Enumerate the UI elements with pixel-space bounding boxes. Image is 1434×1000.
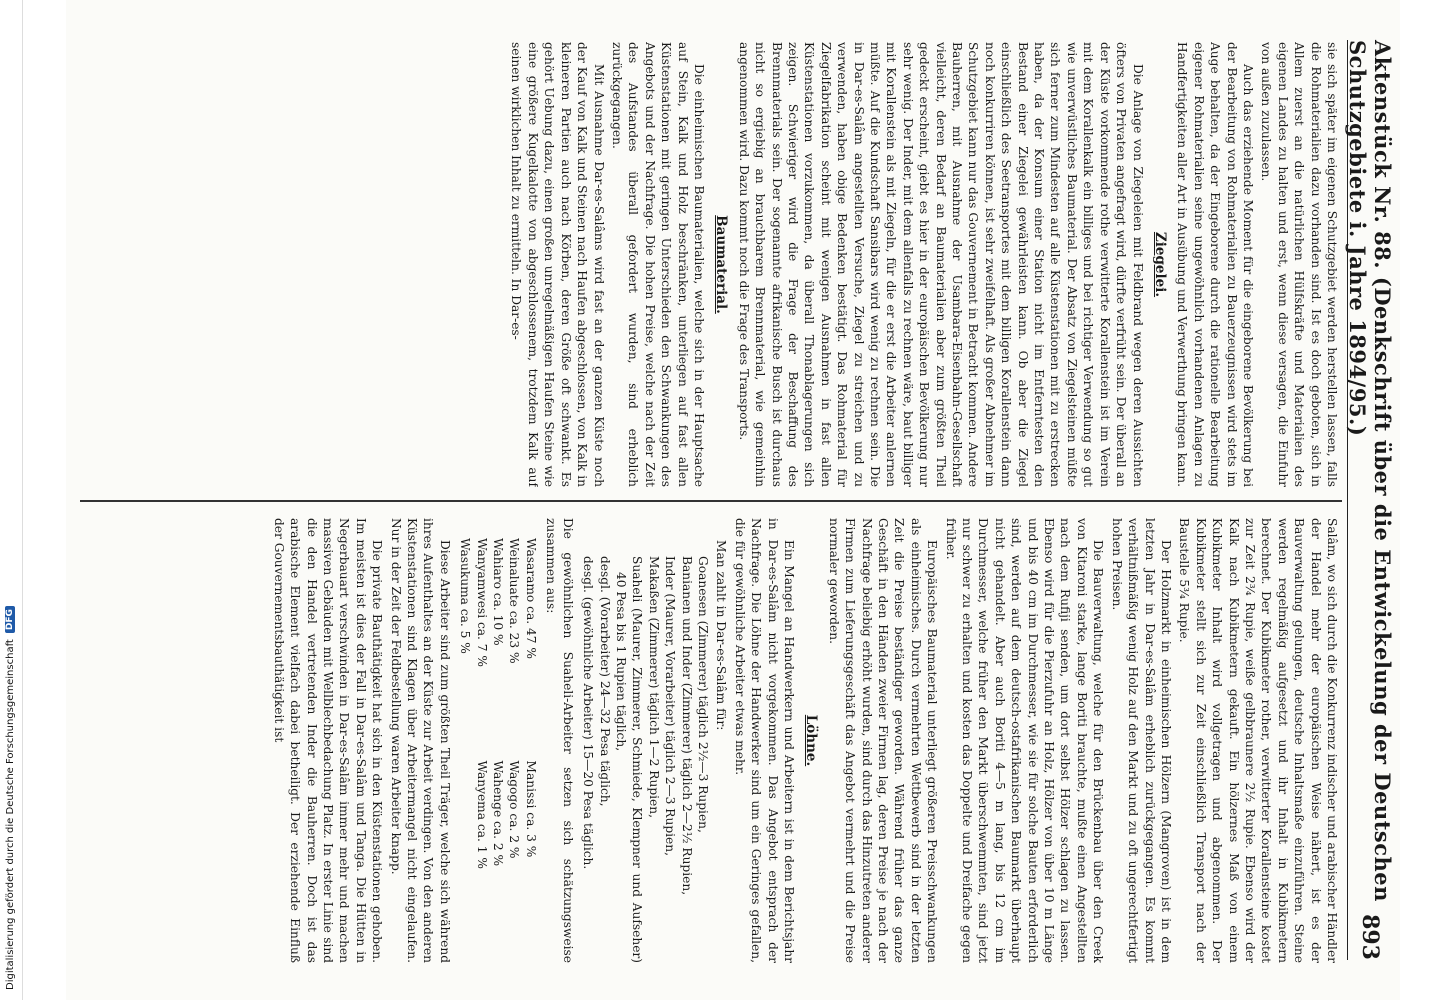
paragraph: Auch das erziehende Moment für die eingeborene Bevölkerung bei der Bearbeitung von Rohmaterialien zu Bauerzeugnissen wird stets im Auge behalten, da der Eingeborene durch die rationelle Bearbeitung eigener Rohmaterialien seine ungewöhnlich vorhandenen Anlagen zu Handfertigkeiten aller Art in Ausübung und Verwerthung bringen kann. (1175, 42, 1255, 487)
percentage-item: Wahiaro ca. 10 % (491, 538, 506, 646)
percentage-item: Wagogo ca. 2 % (507, 760, 522, 859)
page-title: Aktenstück Nr. 88. (Denkschrift über die Entwickelung der Deutschen Schutzgebiete i. Jahre 1894/95.) (1345, 40, 1395, 902)
wage-item: Goanesen (Zimmerer) täglich 2½—3 Rupien, (695, 556, 710, 833)
wage-list (580, 518, 711, 963)
paragraph: Ein Mangel an Handwerkern und Arbeitern ist in dem Berichtsjahr in Dar-es-Salâm nicht vorgekommen. Das Angebot entsprach der Nachfrage. Die Löhne der Handwerker sind um ein Geringes gefallen, die für gewöhnliche Arbeiter etwas mehr. (732, 518, 796, 963)
percentage-item: Wasaramo ca. 47 % (523, 538, 538, 659)
paragraph: Die einheimischen Baumaterialien, welche sich in der Hauptsache auf Stein, Kalk und Holz beschränken, unterliegen auf fast allen Küstenstationen mit geringen Unterschieden den Schwankungen des Angebots und der Nachfrage. Die hohen Preise, welche nach der Zeit des Aufstandes überall gefordert wurden, sind erheblich zurückgegangen. (609, 42, 706, 487)
paragraph: Die Anlage von Ziegeleien mit Feldbrand wegen deren Aussichten öfters von Privaten angefragt wird, dürfte verfrüht sein. Der überall an der Küste vorkommende rothe verwitterte Korallenstein ist im Verein mit dem Korallenkalk ein billiges und bei richtiger Verwendung so gut wie unverwüstliches Baumaterial. Der Absatz von Ziegelsteinen müßte sich ferner zum Mindesten auf alle Küstenstationen mit zu erstrecken haben, da der Konsum einer Station nicht im Entferntesten den Bestand einer Ziegelei gewährleisten kann. Ob aber die Ziegel einschließlich des Seetransportes mit dem billigen Korallenstein dann noch konkurriren können, ist sehr zweifelhaft. Als großer Abnehmer im Schutzgebiet kann nur das Gouvernement in Betracht kommen. Andere Bauherren, mit Ausnahme der Usambara-Eisenbahn-Gesellschaft vielleicht, deren Bedarf an Baumaterialien aber zum größten Theil gedeckt erscheint, giebt es hier in der europäischen Bevölkerung nur sehr wenig. Der Inder, mit dem allenfalls zu rechnen wäre, baut billiger mit Korallenstein als mit Ziegeln, für die er erst die Arbeiter anlernen müßte. Auf die Kundschaft Sansibars wird wenig zu rechnen sein. Die in Dar-es-Salâm angestellten Versuche, Ziegel zu streichen und zu verwenden, haben obige Bedenken bestätigt. Das Rohmaterial für Ziegelfabrikation scheint mit wenigen Ausnahmen in fast allen Küstenstationen vorzukommen, da überall Thonablagerungen sich zeigen. Schwieriger wird die Frage der Beschaffung des Brennmaterials sein. Der sogenannte afrikanische Busch ist durchaus nicht so ergiebig an brauchbarem Brennmaterial, wie gemeinhin angenommen wird. Dazu kommt noch die Frage des Transports. (736, 42, 1145, 487)
wage-item: Makaßen (Zimmerer) täglich 1—2 Rupien, (646, 556, 661, 818)
wage-item: Suaheli (Maurer, Zimmerer, Schmiede, Klempner und Aufseher) 40 Pesa bis 1 Rupien täglich, (613, 556, 645, 963)
percentage-item: Wasukuma ca. 5 % (458, 538, 473, 654)
right-column (78, 518, 1340, 963)
digitization-footer (0, 0, 23, 1000)
paragraph: sie sich später im eigenen Schutzgebiet werden herstellen lassen, falls die Rohmaterialien dazu vorhanden sind. Ist es doch geboten, sich in Allem zuerst an die natürlichen Hülfskräfte und Materialien des eigenen Landes zu halten und erst, wenn diese versagen, die Einfuhr von außen zuzulassen. (1259, 42, 1339, 487)
paragraph: Salâm, wo sich durch die Konkurrenz indischer und arabischer Händler der Handel mehr der europäischen Weise nähert, ist es der Bauverwaltung gelungen, deutsche Inhaltsmaße einzuführen. Steine werden regelmäßig aufgesetzt und ihr Inhalt in Kubikmetern berechnet. Der Kubikmeter rother, verwitterter Korallensteine kostet zur Zeit 2¾ Rupie, weiße gelbbraunere 2½ Rupie. Ebenso wird der Kalk nach Kubikmetern gekauft. Ein hölzernes Maß von einem Kubikmeter Inhalt wird vollgetragen und abgenommen. Der Kubikmeter stellt sich zur Zeit einschließlich Transport nach der Baustelle 5¾ Rupie. (1177, 518, 1339, 963)
page-number: 893 (1357, 914, 1383, 960)
wage-item: Banianen und Inder (Zimmerer) täglich 2—2½ Rupien, (679, 556, 694, 896)
dfg-logo-icon: DFG (5, 606, 15, 633)
funding-note: Digitalisierung gefördert durch die Deutsche Forschungsgemeinschaft (4, 639, 16, 990)
tribe-percentage-list (457, 518, 539, 963)
rotated-page (66, 0, 1400, 1000)
wage-item: Inder (Maurer, Vorarbeiter) täglich 2—3 Rupien, (663, 556, 678, 856)
paragraph: Die Bauverwaltung, welche für den Brückenbau über den Creek von Kitaroni starke, lange Boriti brauchte, mußte einen Angestellten nach dem Rufiji senden, um dort selbst Hölzer schlagen zu lassen. Ebenso wird für die Pierzufuhr an Holz, Hölzer von über 10 m Länge und bis 40 cm im Durchmesser, wie sie für solche Bauten erforderlich sind, werden auf dem deutsch-ostafrikanischen Baumarkt überhaupt nicht gehandelt. Aber auch Boriti 4—5 m lang, bis 12 cm im Durchmesser, welche früher den Markt überschwemmten, sind jetzt nur schwer zu erhalten und kosten das Doppelte und Dreifache gegen früher. (943, 518, 1106, 963)
paragraph: Mit Ausnahme Dar-es-Salâms wird fast an der ganzen Küste noch der Kauf von Kalk und Steinen nach Haufen abgeschlossen, von Kalk in kleineren Partien auch nach Körben, deren Größe oft schwankt. Es gehört Uebung dazu, einen großen unregelmäßigen Haufen Steine wie eine größere Kugelkalotte von abgeschlossenem, trotzdem Kalk auf seinen wirklichen Inhalt zu ermitteln. In Dar-es- (509, 42, 606, 487)
percentage-item: Weinaluate ca. 23 % (507, 538, 522, 664)
percentage-item: Manissi ca. 3 % (523, 760, 538, 858)
paragraph: Die gewöhnlichen Suaheli-Arbeiter setzen sich schätzungsweise zusammen aus: (544, 518, 575, 963)
left-column (78, 42, 1340, 487)
section-heading-ziegelei: Ziegelei. (1151, 231, 1168, 298)
paragraph: Europäisches Baumaterial unterliegt größeren Preisschwankungen als einheimisches. Durch vermehrten Wettbewerb sind in der letzten Zeit die Preise beständiger geworden. Während früher das ganze Geschäft in den Händen zweier Firmen lag, deren Preise je nach der Nachfrage beliebig erhöht wurden, sind durch das Hinzutreten anderer Firmen zum Lieferungsgeschäft das Angebot vermehrt und die Preise normaler geworden. (826, 518, 940, 963)
percentage-item: Wahenge ca. 2 % (491, 760, 506, 867)
column-divider (80, 500, 1342, 502)
section-heading-loehne: Löhne. (803, 714, 820, 767)
wage-item: desgl. (gewöhnliche Arbeiter) 15—20 Pesa täglich. (581, 556, 596, 870)
paragraph: Diese Arbeiter sind zum größten Theil Träger, welche sich während ihres Aufenthaltes an der Küste zur Arbeit verdingen. Von den anderen Küstenstationen sind Klagen über Arbeitermangel nicht eingelaufen. Nur in der Zeit der Feldbestellung waren Arbeiter knapp. (388, 518, 452, 963)
page-header (1345, 40, 1395, 960)
paragraph: Man zahlt in Dar-es-Salâm für: (714, 540, 729, 731)
wage-item: desgl. (Vorarbeiter) 24—32 Pesa täglich, (597, 556, 612, 807)
paragraph: Die private Bauthätigkeit hat sich in den Küstenstationen gehoben. Im meisten ist dies der Fall in Dar-es-Salâm und Tanga. Die Hütten in Negerbauart verschwinden in Dar-es-Salâm immer mehr und machen massiven Gebäuden mit Wellblechbedachung Platz. In erster Linie sind die den Handel vertretenden Inder die Bauherren. Doch ist das arabische Element vielfach dabei betheiligt. Der erziehende Einfluß der Gouvernementsbauthätigkeit ist (271, 518, 385, 963)
percentage-item: Wanyamwesi ca. 7 % (474, 538, 489, 668)
paragraph: Der Holzmarkt in einheimischen Hölzern (Mangroven) ist in dem letzten Jahr in Dar-es-Salâm erheblich zurückgegangen. Es kommt verhältnißmäßig wenig Holz auf den Markt und zu oft ungerechtfertigt hohen Preisen. (1109, 518, 1173, 963)
section-heading-baumaterial: Baumaterial. (713, 215, 730, 314)
percentage-item: Wanyema ca. 1 % (474, 760, 489, 869)
